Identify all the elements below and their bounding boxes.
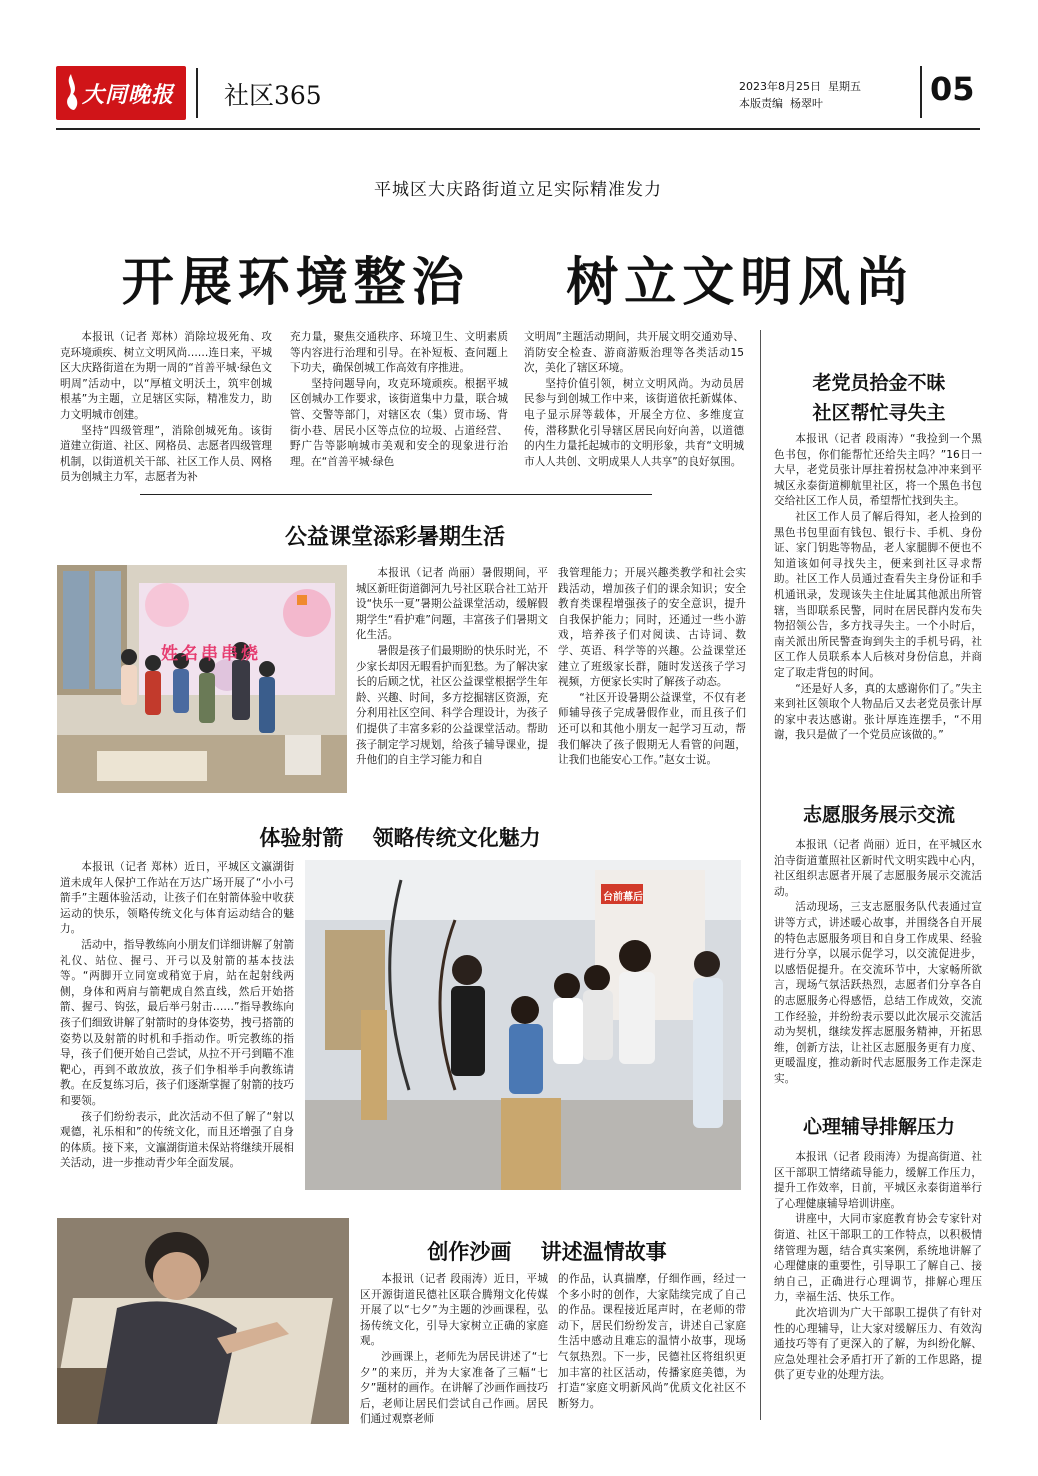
sand-headline: 创作沙画 讲述温情故事: [427, 1240, 667, 1264]
paragraph: 活动现场，三支志愿服务队代表通过宣讲等方式，讲述暖心故事，并围绕各自开展的特色志愿服务项目和自身工作成果、经验进行分享，以展示促学习，以交流促进步，以感悟促提升。在交流环节中，大家畅所欲言，现场气氛活跃热烈，志愿者们分享各自的志愿服务心得感悟，总结工作成效，交流工作经验，并纷纷表示要以此次展示交流活动为契机，继续发挥志愿服务精神，开拓思维，创新方法，让社区志愿服务更有力度、更暖温度，推动新时代志愿服务工作走深走实。: [774, 901, 982, 1085]
photo-shop-sign: 台前幕后: [603, 892, 643, 903]
paragraph: 充力量，聚焦交通秩序、环境卫生、文明素质等内容进行治理和引导。在补短板、查问题上下功夫，确保创城工作高效有序推进。: [290, 331, 508, 375]
sand-painting-illustration: [57, 1218, 349, 1424]
sidebar-story2-headline: 志愿服务展示交流: [802, 804, 955, 826]
lead-headline: 开展环境整治 树立文明风尚: [121, 253, 915, 313]
headline-line: 老党员拾金不昧: [812, 372, 946, 394]
paragraph: 本报讯（记者 尚丽）近日，在平城区水泊寺街道董照社区新时代文明实践中心内，社区组织志愿者开展了志愿服务展示交流活动。: [774, 839, 982, 898]
paragraph: 沙画课上，老师先为居民讲述了“七夕”的来历，并为大家准备了三幅“七夕”题材的画作。在讲解了沙画作画技巧后，老师让居民们尝试自己作画。居民们通过观察老师: [360, 1350, 548, 1426]
paragraph: 坚持价值引领，树立文明风尚。为动员居民参与到创城工作中来，该街道依托新媒体、电子显示屏等载体，开展全方位、多维度宣传，潜移默化引导辖区居民向好向善，以道德的内生力量托起城市的文明形象，共育“文明城市人人共创、文明成果人人共享”的良好氛围。: [524, 377, 744, 468]
page-number: 05: [930, 70, 975, 108]
sidebar-story2-body: [774, 838, 982, 1088]
sidebar-story3-headline: 心理辅导排解压力: [802, 1116, 955, 1138]
sidebar-story1-headline: [774, 368, 984, 428]
summer-column-2: [558, 566, 746, 769]
masthead: [56, 58, 980, 128]
paragraph: 讲座中，大同市家庭教育协会专家针对街道、社区干部职工的工作特点，以积极情绪管理为题，结合真实案例，系统地讲解了心理健康的重要性，引导职工了解自己、接纳自己，正确进行心理调节，排解心理压力，幸福生活、快乐工作。: [774, 1213, 982, 1304]
archery-illustration: [305, 860, 741, 1190]
paragraph: 暑假是孩子们最期盼的快乐时光，不少家长却因无暇看护而犯愁。为了解决家长的后顾之忧，社区公益课堂根据学生年龄、兴趣、时间，多方挖掘辖区资源，充分利用社区空间、科学合理设计，为孩子们提供了丰富多彩的公益课堂活动。帮助孩子制定学习规划，给孩子辅导课业，提升他们的自主学习能力和自: [356, 644, 548, 767]
paragraph: 坚持“四级管理”，消除创城死角。该街道建立街道、社区、网格员、志愿者四级管理机制，以街道机关干部、社区工作人员、网格员为创城主力军，志愿者为补: [60, 424, 272, 484]
issue-date: 2023年8月25日 星期五: [739, 80, 861, 93]
photo-screen-caption: 姓名串串烧: [161, 644, 261, 664]
sidebar-story3-body: [774, 1150, 982, 1384]
summer-column-1: [356, 566, 548, 769]
paragraph: 活动中，指导教练向小朋友们详细讲解了射箭礼仪、站位、握弓、开弓以及射箭的基本技法等。“两脚开立同宽或稍宽于肩，站在起射线两侧，身体和两肩与箭靶成自然直线，然后开始搭箭、握弓、钩弦，最后举弓射击……”指导教练向孩子们细致讲解了射箭时的身体姿势，拽弓搭箭的姿势以及射箭的时机和手指动作。听完教练的指导，孩子们便开始自己尝试，从拉不开弓到瞄不准靶心，再到不敢放放，孩子们争相举手向教练请教。在反复练习后，孩子们逐渐掌握了射箭的技巧和要领。: [60, 938, 294, 1107]
page-number-divider: [920, 66, 922, 118]
masthead-divider: [196, 68, 198, 118]
sand-column-2: [558, 1272, 746, 1412]
sand-column-1: [360, 1272, 548, 1428]
paragraph: “还是好人多，真的太感谢你们了。”失主来到社区领取个人物品后又去老党员张计厚的家中表达感谢。张计厚连连摆手，“不用谢，我只是做了一个党员应该做的。”: [774, 682, 982, 742]
archery-body: [60, 860, 294, 1172]
paragraph: 本报讯（记者 郑林）消除垃圾死角、攻克环境顽疾、树立文明风尚……连日来，平城区大庆路街道在为期一周的“首善平城·绿色文明周”活动中，以“厚植文明沃土，筑牢创城根基”为主题，立足辖区实际，精准发力，助力文明城市创建。: [60, 331, 272, 421]
lead-kicker: 平城区大庆路街道立足实际精准发力: [374, 180, 662, 200]
logo-text: 大同晚报: [82, 82, 175, 108]
paragraph: 此次培训为广大干部职工提供了有针对性的心理辅导，让大家对缓解压力、有效沟通技巧等有了更深入的了解，为纠纷化解、应急处理社会矛盾打开了新的工作思路，提供了更专业的处理方法。: [774, 1306, 982, 1382]
archery-headline: 体验射箭 领略传统文化魅力: [259, 826, 541, 850]
classroom-illustration: [57, 565, 347, 793]
paragraph: 文明周”主题活动期间，共开展文明交通劝导、消防安全检查、游商游贩治理等各类活动15次，美化了辖区环境。: [524, 331, 744, 375]
paragraph: 坚持问题导向，攻克环境顽疾。根据平城区创城办工作要求，该街道集中力量，联合城管、交警等部门，对辖区农（集）贸市场、背街小巷、居民小区等点位的垃圾、占道经营、野广告等影响城市美观和安全的现象进行治理。在“首善平城·绿色: [290, 377, 508, 468]
paragraph: 的作品，认真揣摩，仔细作画，经过一个多小时的创作，大家陆续完成了自己的作品。课程接近尾声时，在老师的带动下，居民们纷纷发言，讲述自己家庭生活中感动且难忘的温情小故事，现场气氛热烈。下一步，民德社区将组织更加丰富的社区活动，传播家庭美德，为打造“家庭文明新风尚”优质文化社区不断努力。: [558, 1273, 746, 1410]
paragraph: 本报讯（记者 段雨涛）近日，平城区开源街道民德社区联合腾翔文化传媒开展了以“七夕”为主题的沙画课程，弘扬传统文化，引导大家树立正确的家庭观。: [360, 1273, 548, 1348]
paragraph: “社区开设暑期公益课堂，不仅有老师辅导孩子完成暑假作业，而且孩子们还可以和其他小朋友一起学习互动，帮我们解决了孩子假期无人看管的问题，让我们也能安心工作。”赵女士说。: [558, 691, 746, 767]
archery-photo: [305, 860, 741, 1190]
lead-column-3: [524, 330, 744, 470]
paragraph: 社区工作人员了解后得知，老人捡到的黑色书包里面有钱包、银行卡、手机、身份证、家门钥匙等物品，老人家腿脚不便也不知道该如何寻找失主，便来到社区寻求帮助。社区工作人员通过查看失主身份证和手机通讯录，发现该失主住址属其他派出所管辖，当即联系民警，同时在居民群内发布失物招领公告，多方找寻失主。一个小时后，南关派出所民警查询到失主的手机号码，社区工作人员联系本人后核对身份信息，并商定了取走背包的时间。: [774, 510, 982, 679]
section-title: 社区365: [224, 81, 322, 110]
summer-class-photo: [57, 565, 347, 793]
logo: [56, 66, 186, 120]
lead-column-1: [60, 330, 272, 486]
sidebar-divider: [760, 330, 761, 1420]
paragraph: 我管理能力；开展兴趣类教学和社会实践活动，增加孩子们的课余知识；安全教育类课程增强孩子的安全意识，提升自我保护能力；同时，还通过一些小游戏，培养孩子们对阅读、古诗词、数学、英语、科学等的兴趣。公益课堂还建立了班级家长群，随时发送孩子学习视频，方便家长实时了解孩子动态。: [558, 567, 746, 689]
paragraph: 孩子们纷纷表示，此次活动不但了解了“射以观德，礼乐相和”的传统文化，而且还增强了自身的体质。接下来，文瀛湖街道未保站将继续开展相关活动，进一步推动青少年全面发展。: [60, 1110, 294, 1170]
lead-bottom-rule: [140, 494, 652, 495]
paragraph: 本报讯（记者 尚丽）暑假期间，平城区新旺街道御河九号社区联合社工站开设“快乐一夏”暑期公益课堂活动，缓解假期学生“看护难”问题，丰富孩子们暑期文化生活。: [356, 567, 548, 642]
paragraph: 本报讯（记者 段雨涛）为提高街道、社区干部职工情绪疏导能力，缓解工作压力，提升工作效率，日前，平城区永泰街道举行了心理健康辅导培训讲座。: [774, 1151, 982, 1210]
paragraph: 本报讯（记者 段雨涛）“我捡到一个黑色书包，你们能帮忙还给失主吗？”16日一大早，老党员张计厚拄着拐杖急冲冲来到平城区永泰街道柳航里社区，将一个黑色书包交给社区工作人员，希望帮忙找到失主。: [774, 433, 982, 508]
sidebar-story1-body: [774, 432, 982, 744]
headline-line: 社区帮忙寻失主: [812, 402, 946, 424]
sand-painting-photo: [57, 1218, 349, 1424]
summer-headline: 公益课堂添彩暑期生活: [284, 525, 505, 550]
paragraph: 本报讯（记者 郑林）近日，平城区文瀛湖街道未成年人保护工作站在万达广场开展了“小小弓箭手”主题体验活动，让孩子们在射箭体验中收获运动的快乐，领略传统文化与体育运动结合的魅力。: [60, 861, 294, 936]
masthead-rule: [56, 128, 980, 130]
page-editor: 本版责编 杨翠叶: [739, 97, 823, 110]
logo-flame-icon: [62, 72, 80, 112]
lead-column-2: [290, 330, 508, 470]
